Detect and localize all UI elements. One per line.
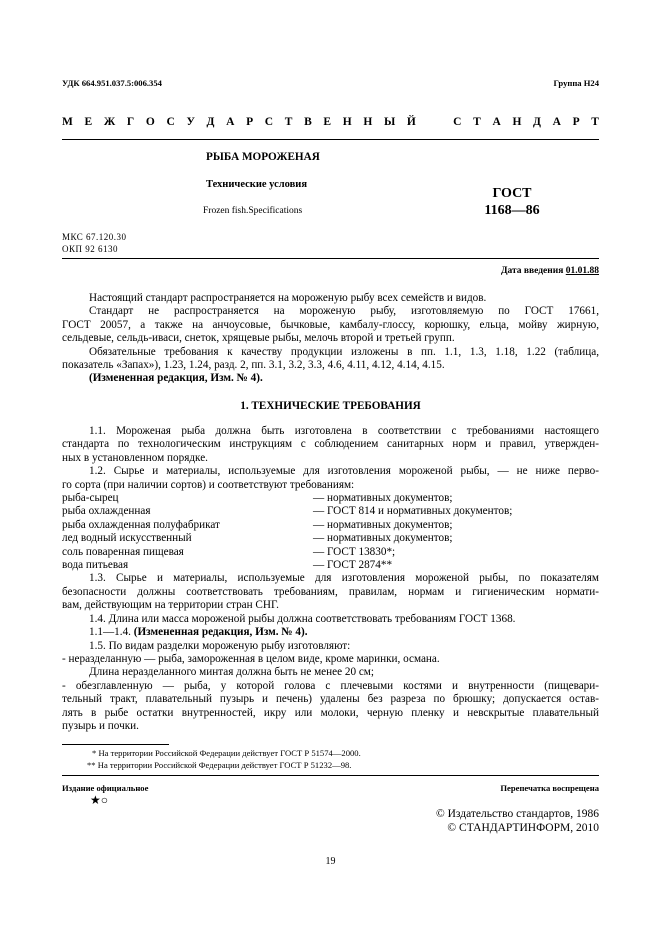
intro-section [62,292,599,386]
material-name: рыба-сырец [62,492,119,505]
banner-letter: Н [363,116,373,128]
footnote-1: * На территории Российской Федерации действует ГОСТ Р 51574—2000. [92,748,361,758]
clause-1-1-line-3: ных в установленном порядке. [62,451,208,464]
gost-number: 1168—86 [484,203,540,218]
amendment-note: (Измененная редакция, Изм. № 4). [133,626,308,639]
clause-1-5-item-a: - неразделанную — рыба, замороженная в целом виде, кроме маринки, османа. [62,652,440,665]
banner-letter: Г [126,116,135,128]
codes-rule [62,258,599,259]
clause-1-1-line-1: 1.1. Мороженая рыба должна быть изготовлена в соответствии с требованиями настоящего [89,425,599,437]
edition-symbols: ★○ [90,793,109,807]
footnote-2: ** На территории Российской Федерации действует ГОСТ Р 51232—98. [87,760,352,770]
material-row [62,559,599,572]
banner-letter: Е [323,116,332,128]
mks-code: МКС 67.120.30 [62,232,127,242]
banner-letter: Р [572,116,580,128]
banner-letter: М [62,116,73,128]
material-name: рыба охлажденная полуфабрикат [62,518,220,531]
material-row [62,519,599,532]
banner-letter: В [304,116,312,128]
material-document: — ГОСТ 13830*; [313,545,396,558]
clause-1-2-line-1: 1.2. Сырье и материалы, используемые для изготовления мороженой рыбы, — не ниже перво- [89,465,599,478]
intro-paragraph-3-line-1: Обязательные требования к качеству продукции изложены в пп. 1.1, 1.3, 1.18, 1.22 (таблица, [89,345,599,358]
copyright-2: © СТАНДАРТИНФОРМ, 2010 [447,822,599,834]
banner-letter: О [145,116,155,128]
banner-letter: Ж [103,116,116,128]
material-document: — ГОСТ 2874** [313,559,393,572]
material-document: — ГОСТ 814 и нормативных документов; [313,505,513,518]
banner-letter: А [226,116,235,128]
material-document: — нормативных документов; [313,518,453,531]
material-name: рыба охлажденная [62,505,151,518]
udk-code: УДК 664.951.037.5:006.354 [62,78,162,88]
material-row [62,532,599,545]
section-1-body [62,425,599,733]
banner-letter: Н [342,116,352,128]
reprint-notice: Перепечатка воспрещена [500,783,599,793]
banner-letter: Р [246,116,254,128]
banner-letter: Е [84,116,93,128]
clause-1-5-note: Длина неразделанного минтая должна быть не менее 20 см; [89,666,374,679]
intro-amendment-note: (Измененная редакция, Изм. № 4). [89,372,263,385]
banner-letter: С [264,116,274,128]
group-code: Группа Н24 [553,78,599,88]
banner-letter: Т [284,116,293,128]
banner-letter: С [453,116,462,128]
clause-1-5-item-b-line-4: пузырь и почки. [62,719,139,732]
intro-paragraph-2-line-3: сельдевые, сельдь-иваси, снеток, хрящевые рыбы, мелочь второй и третьей групп. [62,332,455,345]
material-row [62,546,599,559]
banner-letter: Т [591,116,599,128]
material-document: — нормативных документов; [313,532,453,545]
clause-1-1-line-2: стандарта по технологическим инструкциям с соблюдением санитарных норм и правил, утвержден- [62,438,599,451]
intro-date-value: 01.01.88 [565,266,599,276]
material-row [62,505,599,518]
banner-space [428,116,442,128]
banner-letter: А [492,116,501,128]
standard-banner [62,116,599,128]
banner-letter: С [166,116,175,128]
clause-1-1-1-4-amendment [62,626,599,639]
banner-letter: У [186,116,195,128]
clause-1-3-line-3: вам, действующим на территории стран СНГ. [62,599,279,612]
okp-code: ОКП 92 6130 [62,244,119,254]
clause-1-3-line-1: 1.3. Сырье и материалы, используемые для изготовления мороженой рыбы, по показателям [89,572,599,585]
intro-date-label: Дата введения [500,266,566,276]
copyright-1: © Издательство стандартов, 1986 [435,808,599,820]
banner-letter: А [552,116,561,128]
material-name: вода питьевая [62,559,129,572]
banner-letter: Д [533,116,541,128]
clause-1-5-item-b-line-1: - обезглавленную — рыба, у которой голова с плечевыми костями и внутренности (пищевари- [62,679,599,692]
material-document: — нормативных документов; [313,492,453,505]
banner-letter: Д [206,116,215,128]
clause-1-4: 1.4. Длина или масса мороженой рыбы должна соответствовать требованиям ГОСТ 1368. [89,612,516,625]
materials-list [62,492,599,572]
banner-rule [62,139,599,140]
footer-rule [62,775,599,776]
intro-paragraph-1: Настоящий стандарт распространяется на мороженую рыбу всех семейств и видов. [89,292,487,304]
clause-1-2-line-2: го сорта (при наличии сортов) и соответствуют требованиям: [62,478,355,491]
section-1-heading: 1. ТЕХНИЧЕСКИЕ ТРЕБОВАНИЯ [240,400,421,412]
intro-paragraph-2-line-1: Стандарт не распространяется на мороженую рыбу, изготовляемую по ГОСТ 17661, [89,305,599,318]
material-name: соль поваренная пищевая [62,545,184,558]
gost-label: ГОСТ [492,186,532,201]
clause-1-5-item-b-line-2: тельный тракт, плавательный пузырь и печень) удалены без разреза по брюшку; допускается остав- [62,693,599,706]
material-name: лед водный искусственный [62,532,192,545]
document-subtitle: Технические условия [206,179,308,190]
amendment-prefix: 1.1—1.4. [89,626,134,639]
banner-letter: Й [406,116,416,128]
banner-letter: Ы [383,116,396,128]
banner-letter: Т [473,116,481,128]
edition-label: Издание официальное [62,783,149,793]
material-row [62,492,599,505]
page-number: 19 [325,856,336,867]
intro-paragraph-2-line-2: ГОСТ 20057, а также на анчоусовые, бычковые, камбалу-глоссу, корюшку, ельца, мойву жирную, [62,318,599,331]
english-title: Frozen fish.Specifications [203,206,303,216]
document-title: РЫБА МОРОЖЕНАЯ [206,151,320,163]
footnote-rule [62,744,169,745]
intro-date [501,266,599,276]
banner-letter: Н [512,116,522,128]
clause-1-5-item-b-line-3: лять в рыбе остатки внутренностей, икру или молоки, черную пленку и невскрытые плавательный [62,706,599,719]
clause-1-3-line-2: безопасности должны соответствовать требованиям, правилам, нормам и гигиеническим нормати- [62,585,599,598]
intro-paragraph-3-line-2: показатель «Запах»), 1.23, 1.24, разд. 2, пп. 3.1, 3.2, 3.3, 4.6, 4.11, 4.12, 4.14, 4.15. [62,359,445,372]
clause-1-5: 1.5. По видам разделки мороженую рыбу изготовляют: [89,639,351,652]
